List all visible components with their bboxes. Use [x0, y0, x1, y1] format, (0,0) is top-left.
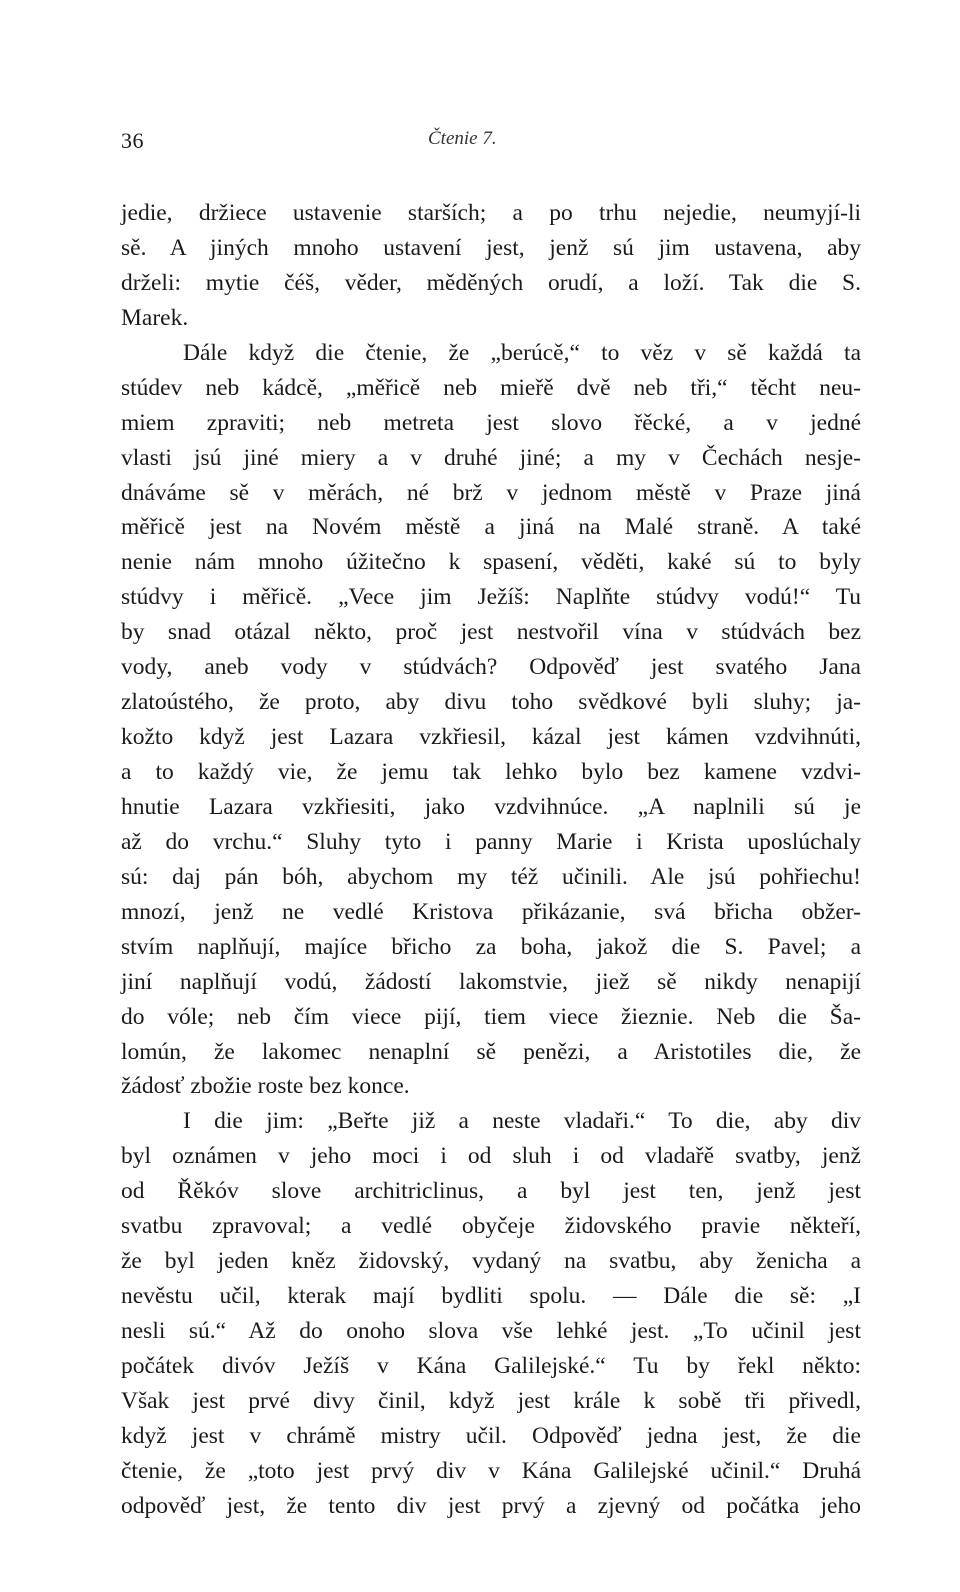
text-line: hnutie Lazara vzkřiesiti, jako vzdvihnúce. „A naplnili sú je — [121, 793, 861, 820]
text-line: zlatoústého, že proto, aby divu toho svědkové byli sluhy; ja- — [121, 689, 861, 716]
text-line: až do vrchu.“ Sluhy tyto i panny Marie i Krista uposlúchaly — [121, 828, 861, 855]
text-line: sě. A jiných mnoho ustavení jest, jenž sú jim ustavena, aby — [121, 234, 861, 261]
page-number: 36 — [121, 128, 144, 153]
text-line: nenie nám mnoho úžitečno k spasení, věděti, kaké sú to byly — [121, 549, 861, 576]
text-line: nesli sú.“ Až do onoho slova vše lehké jest. „To učinil jest — [121, 1318, 861, 1344]
text-line: vody, aneb vody v stúdvách? Odpověď jest svatého Jana — [121, 654, 861, 681]
text-line: I die jim: „Beřte již a neste vladaři.“ To die, aby div — [183, 1108, 861, 1135]
text-line: kožto když jest Lazara vzkřiesil, kázal jest kámen vzdvihnúti, — [121, 724, 861, 751]
text-line: čtenie, že „toto jest prvý div v Kána Galilejské učinil.“ Druhá — [121, 1457, 861, 1484]
text-line: vlasti jsú jiné miery a v druhé jiné; a my v Čechách nesje- — [121, 444, 861, 471]
text-line: miem zpraviti; neb metreta jest slovo řěcké, a v jedné — [121, 409, 861, 436]
text-line: stvím naplňují, majíce břicho za boha, jakož die S. Pavel; a — [121, 933, 861, 960]
text-line: lomún, že lakomec nenaplní sě penězi, a Aristotiles die, že — [121, 1038, 861, 1065]
text-line: by snad otázal někto, proč jest nestvořil vína v stúdvách bez — [121, 619, 861, 646]
text-line: drželi: mytie čéš, věder, měděných orudí, a loží. Tak die S. — [121, 269, 861, 296]
text-line: jedie, držiece ustavenie starších; a po trhu nejedie, neumyjí-li — [121, 200, 861, 226]
text-line: mnozí, jenž ne vedlé Kristova přikázanie, svá břicha obžer- — [121, 898, 861, 925]
text-line: že byl jeden kněz židovský, vydaný na svatbu, aby ženicha a — [121, 1248, 861, 1275]
text-line: byl oznámen v jeho moci i od sluh i od vladařě svatby, jenž — [121, 1143, 861, 1170]
text-line: Však jest prvé divy činil, když jest krále k sobě tři přivedl, — [121, 1387, 861, 1414]
text-line: nevěstu učil, kterak mají bydliti spolu. — Dále die sě: „I — [121, 1283, 861, 1310]
text-line: od Řěkóv slove architriclinus, a byl jest ten, jenž jest — [121, 1178, 861, 1205]
text-line: jiní naplňují vodú, žádostí lakomstvie, jiež sě nikdy nenapijí — [121, 968, 861, 995]
text-line: měřicě jest na Novém městě a jiná na Malé straně. A také — [121, 514, 861, 541]
text-line: když jest v chrámě mistry učil. Odpověď jedna jest, že die — [121, 1422, 861, 1449]
text-line: stúdvy i měřicě. „Vece jim Ježíš: Naplňte stúdvy vodú!“ Tu — [121, 584, 861, 611]
text-line: odpověď jest, že tento div jest prvý a zjevný od počátka jeho — [121, 1492, 861, 1519]
running-title: Čtenie 7. — [428, 128, 497, 149]
text-line: počátek divóv Ježíš v Kána Galilejské.“ Tu by řekl někto: — [121, 1352, 861, 1379]
text-line: do vóle; neb čím viece pijí, tiem viece žieznie. Neb die Ša- — [121, 1003, 861, 1030]
page-header — [121, 128, 861, 162]
text-line: dnáváme sě v měrách, né brž v jednom městě v Praze jiná — [121, 479, 861, 506]
text-line: svatbu zpravoval; a vedlé obyčeje židovského pravie někteří, — [121, 1213, 861, 1240]
text-line: žádosť zbožie roste bez konce. — [121, 1073, 410, 1100]
text-line: a to každý vie, že jemu tak lehko bylo bez kamene vzdvi- — [121, 759, 861, 785]
text-line: sú: daj pán bóh, abychom my též učinili. Ale jsú pohřiechu! — [121, 863, 861, 890]
text-line: Marek. — [121, 304, 189, 331]
body-text — [121, 196, 861, 1524]
text-line: stúdev neb kádcě, „měřicě neb mieřě dvě neb tři,“ těcht neu- — [121, 374, 861, 401]
text-line: Dále když die čtenie, že „berúcě,“ to věz v sě každá ta — [183, 339, 861, 366]
